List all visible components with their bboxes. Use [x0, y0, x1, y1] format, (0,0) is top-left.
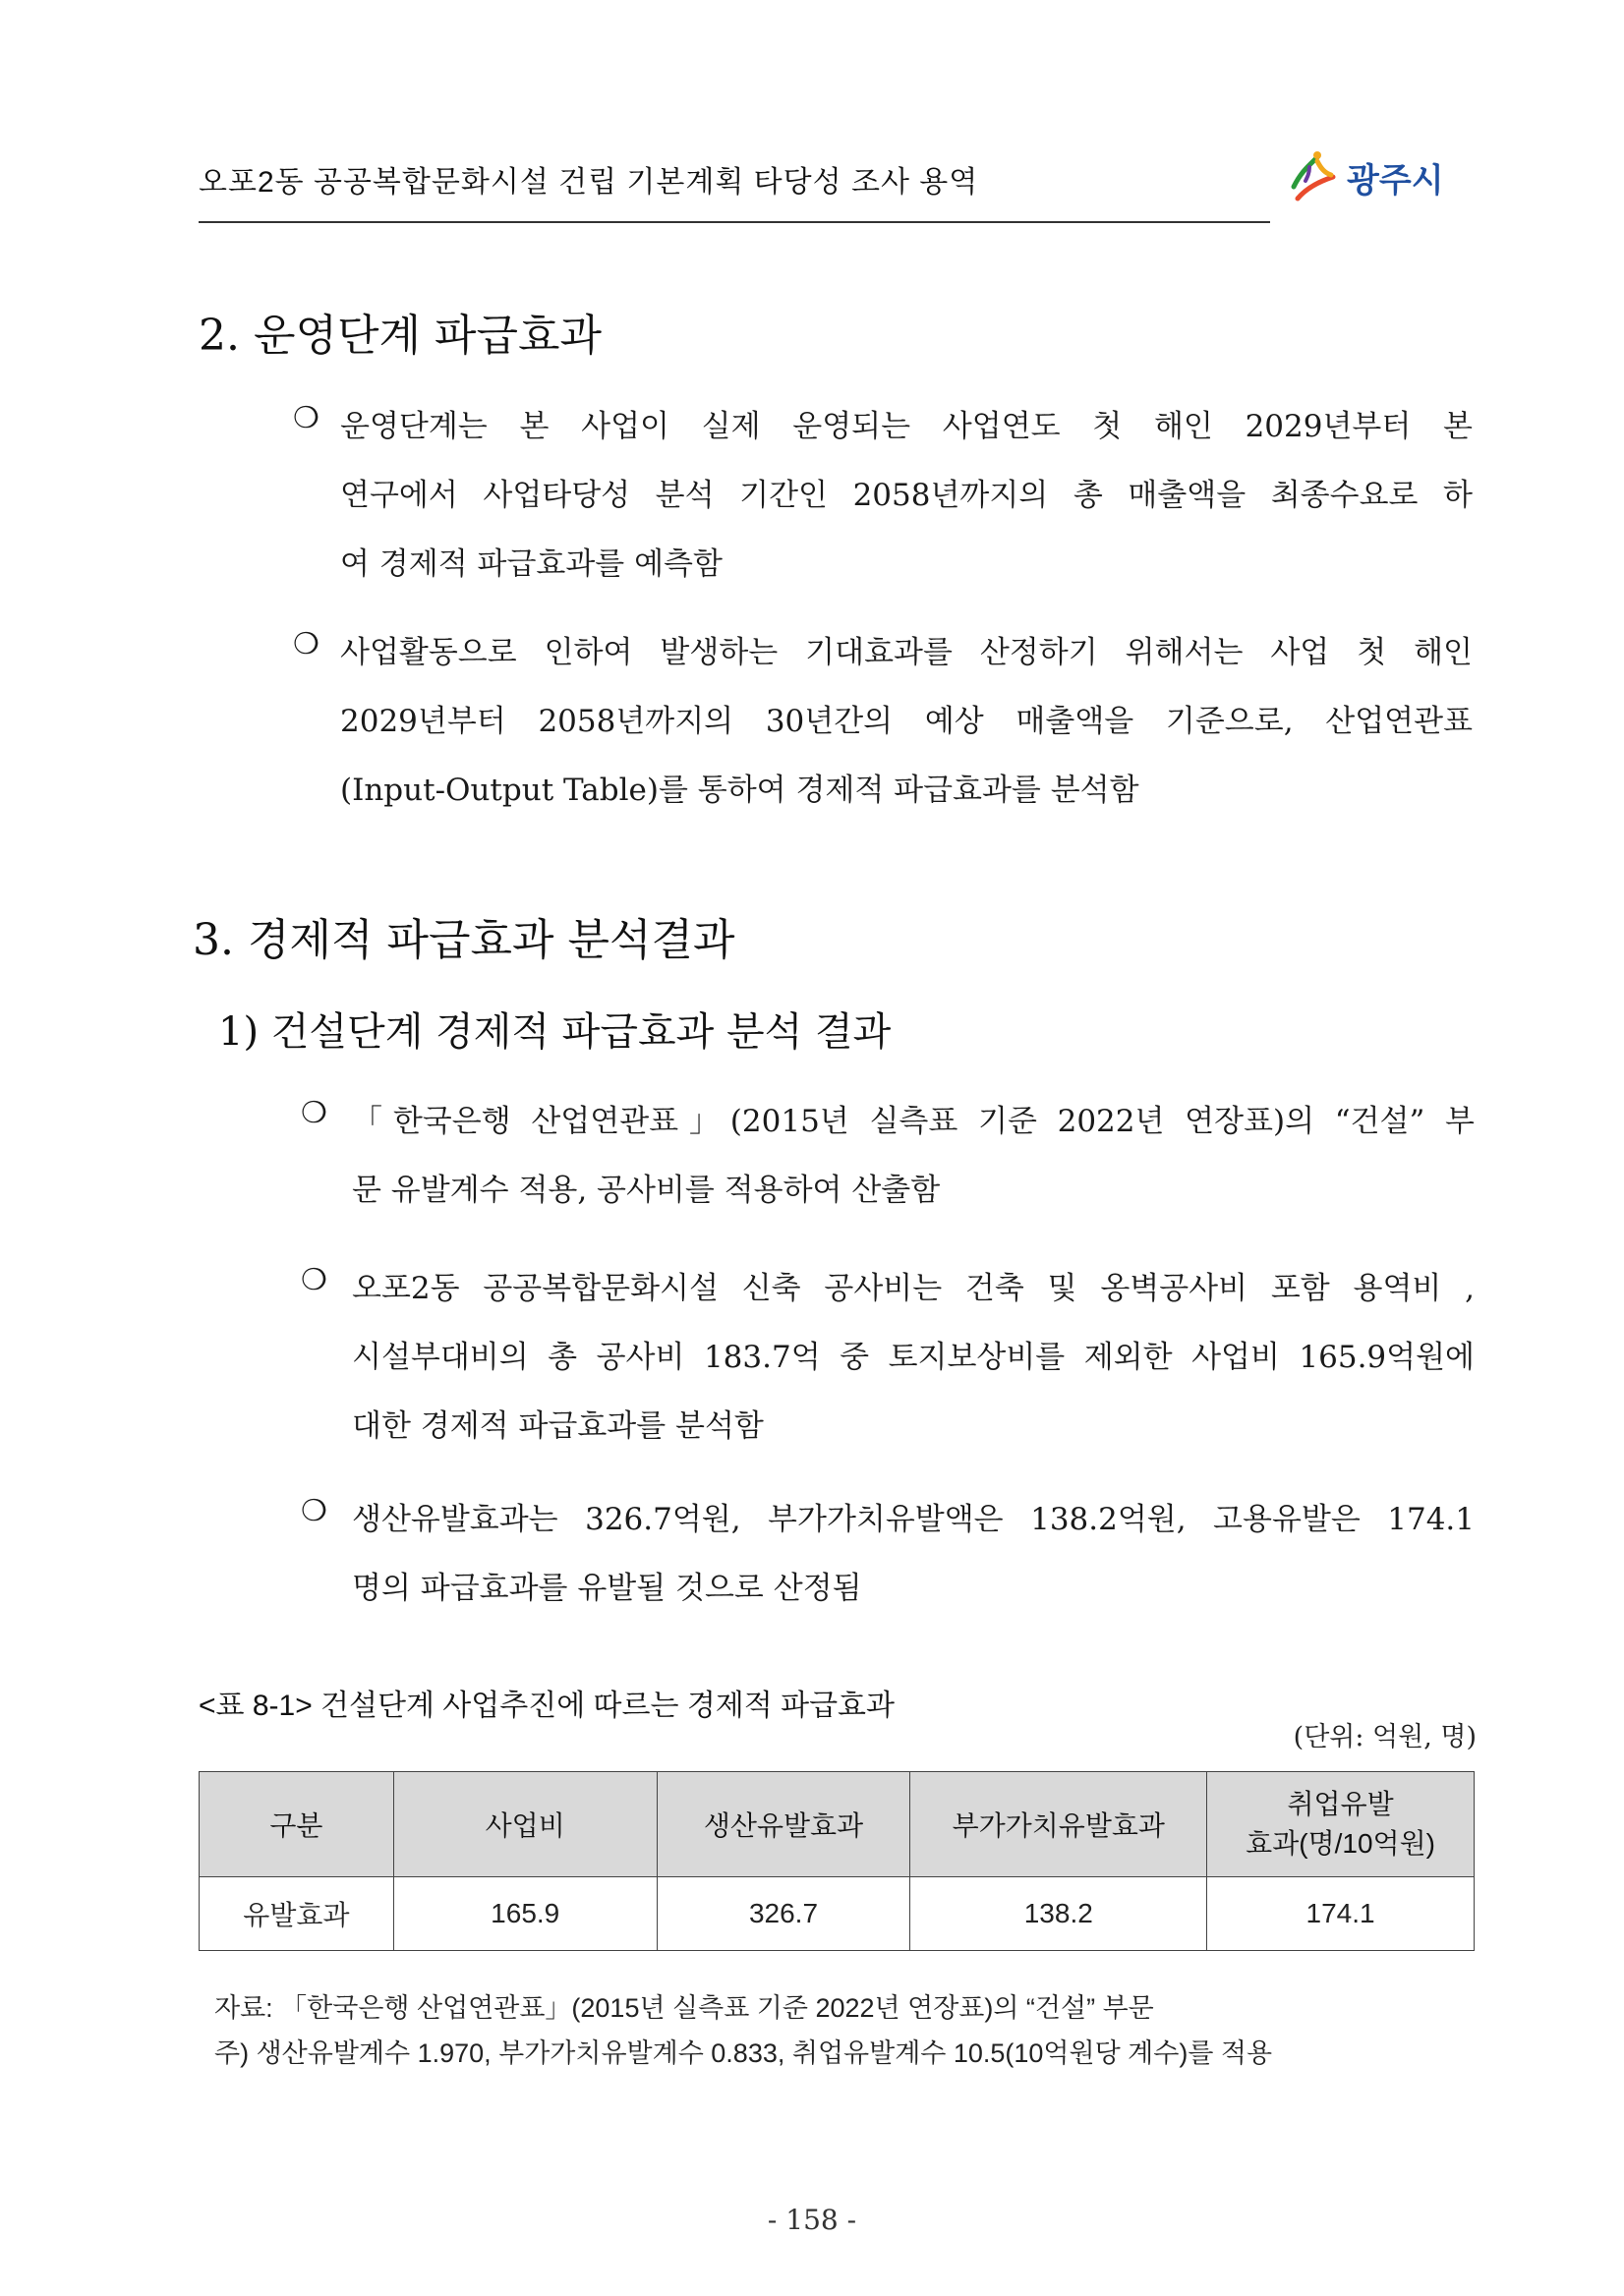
header-title: 오포2동 공공복합문화시설 건립 기본계획 타당성 조사 용역	[199, 166, 979, 199]
section-3-subheading: 1) 건설단계 경제적 파급효과 분석 결과	[218, 1009, 892, 1055]
section-3-heading: 3. 경제적 파급효과 분석결과	[193, 915, 735, 965]
footnote: 주) 생산유발계수 1.970, 부가가치유발계수 0.833, 취업유발계수 10.5(10억원당 계수)를 적용	[214, 2038, 1273, 2068]
table-header-cell: 부가가치유발효과	[910, 1772, 1207, 1877]
economic-effect-table	[199, 1771, 1475, 1951]
table-cell: 유발효과	[200, 1877, 394, 1951]
gwangju-emblem-icon	[1288, 147, 1339, 206]
source-note: 자료: 「한국은행 산업연관표」(2015년 실측표 기준 2022년 연장표)의 “건설” 부문	[214, 1993, 1154, 2023]
page-header	[199, 157, 1270, 201]
gwangju-logo	[1288, 147, 1444, 206]
table-header-cell	[1207, 1772, 1475, 1877]
bullet-marker-icon: ❍	[293, 401, 319, 435]
bullet-line: 「한국은행 산업연관표」(2015년 실측표 기준 2022년 연장표)의 “건설” 부	[352, 1104, 1475, 1139]
table-cell: 174.1	[1207, 1877, 1475, 1951]
table-cell: 326.7	[657, 1877, 910, 1951]
bullet-line: 오포2동 공공복합문화시설 신축 공사비는 건축 및 옹벽공사비 포함 용역비 ,	[352, 1271, 1475, 1306]
table-header-cell: 구분	[200, 1772, 394, 1877]
logo-text: 광주시	[1347, 160, 1444, 201]
bullet-line: 여 경제적 파급효과를 예측함	[340, 546, 723, 582]
section-3-bullet-3	[301, 1494, 1475, 1612]
bullet-marker-icon: ❍	[301, 1096, 327, 1130]
bullet-line: (Input-Output Table)를 통하여 경제적 파급효과를 분석함	[340, 773, 1139, 808]
bullet-line: 대한 경제적 파급효과를 분석함	[352, 1408, 764, 1444]
section-3-bullet-1	[301, 1096, 1475, 1214]
bullet-line: 운영단계는 본 사업이 실제 운영되는 사업연도 첫 해인 2029년부터 본	[340, 409, 1473, 444]
page-number: - 158 -	[767, 2204, 857, 2236]
header-line: 효과(명/10억원)	[1246, 1828, 1435, 1859]
header-rule	[199, 221, 1270, 223]
bullet-marker-icon: ❍	[301, 1494, 327, 1528]
bullet-line: 문 유발계수 적용, 공사비를 적용하여 산출함	[352, 1173, 941, 1208]
section-2-bullet-2	[293, 627, 1473, 808]
table-header-row	[200, 1772, 1475, 1877]
bullet-marker-icon: ❍	[301, 1263, 327, 1297]
table-header-cell: 생산유발효과	[657, 1772, 910, 1877]
table-notes	[214, 1985, 1272, 2076]
table-cell: 165.9	[393, 1877, 657, 1951]
table-unit: (단위: 억원, 명)	[1293, 1722, 1477, 1752]
bullet-line: 사업활동으로 인하여 발생하는 기대효과를 산정하기 위해서는 사업 첫 해인	[340, 635, 1473, 670]
bullet-line: 시설부대비의 총 공사비 183.7억 중 토지보상비를 제외한 사업비 165.9억원에	[352, 1340, 1475, 1375]
table-cell: 138.2	[910, 1877, 1207, 1951]
table-row	[200, 1877, 1475, 1951]
section-2-bullet-1	[293, 401, 1473, 582]
table-header-cell: 사업비	[393, 1772, 657, 1877]
section-2-heading: 2. 운영단계 파급효과	[199, 311, 602, 361]
bullet-line: 명의 파급효과를 유발될 것으로 산정됨	[352, 1571, 862, 1606]
bullet-marker-icon: ❍	[293, 627, 319, 661]
header-line: 취업유발	[1287, 1789, 1394, 1819]
bullet-line: 2029년부터 2058년까지의 30년간의 예상 매출액을 기준으로, 산업연관표	[340, 704, 1473, 739]
bullet-line: 생산유발효과는 326.7억원, 부가가치유발액은 138.2억원, 고용유발은 174.1	[352, 1502, 1475, 1537]
bullet-line: 연구에서 사업타당성 분석 기간인 2058년까지의 총 매출액을 최종수요로 하	[340, 478, 1473, 513]
section-3-bullet-2	[301, 1263, 1475, 1450]
table-caption: <표 8-1> 건설단계 사업추진에 따르는 경제적 파급효과	[199, 1690, 896, 1722]
